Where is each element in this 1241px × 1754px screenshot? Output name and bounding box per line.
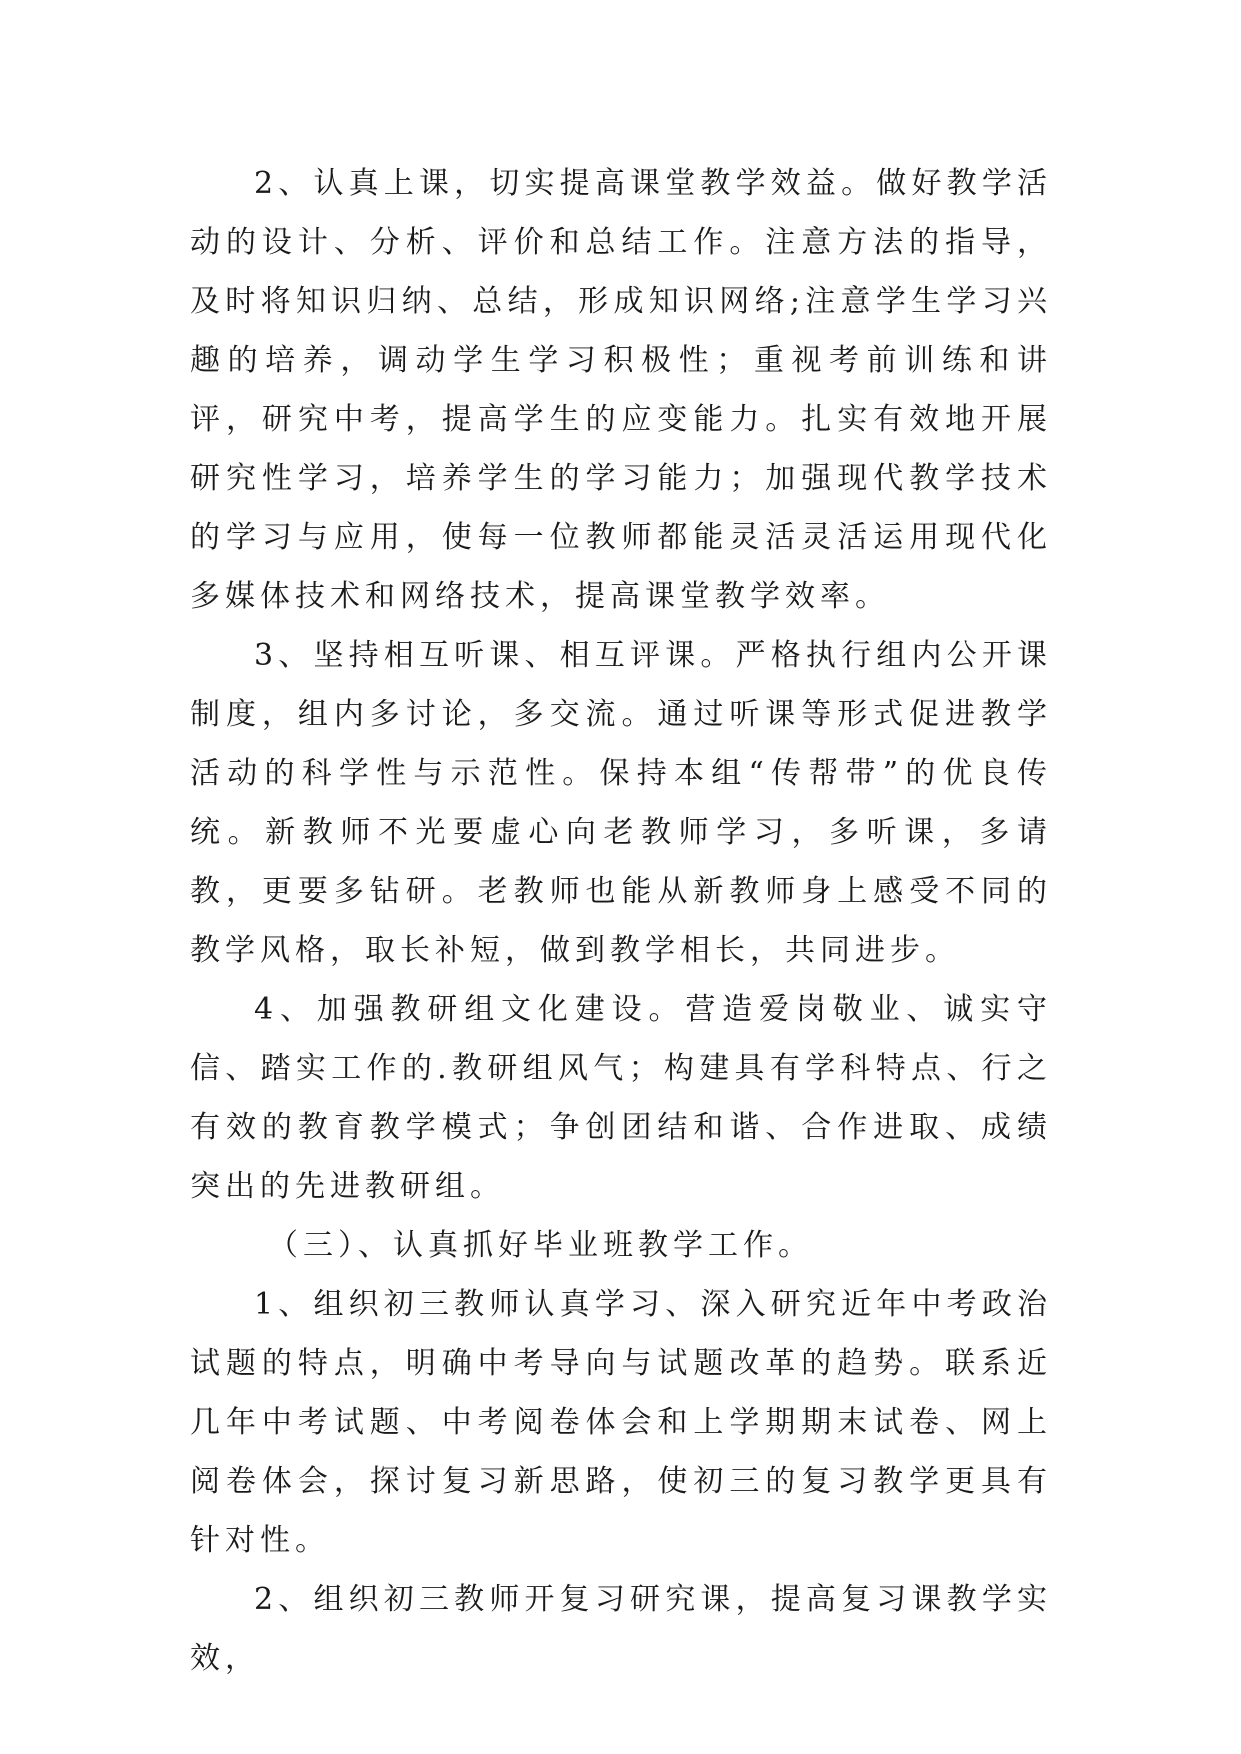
paragraph-item-1-exam-research: 1、组织初三教师认真学习、深入研究近年中考政治试题的特点，明确中考导向与试题改革的趋势。联系近几年中考试题、中考阅卷体会和上学期期末试卷、网上阅卷体会，探讨复习新思路，使初三的复习教学更具有针对性。 xyxy=(190,1287,1052,1558)
paragraph-item-3-peer-review: 3、坚持相互听课、相互评课。严格执行组内公开课制度，组内多讨论，多交流。通过听课等形式促进教学活动的科学性与示范性。保持本组“传帮带”的优良传统。新教师不光要虚心向老教师学习，多听课，多请教，更要多钻研。老教师也能从新教师身上感受不同的教学风格，取长补短，做到教学相长，共同进步。 xyxy=(190,638,1052,968)
section-heading-graduating-class: （三）、认真抓好毕业班教学工作。 xyxy=(268,1228,813,1263)
paragraph-item-2-review-lessons: 2、组织初三教师开复习研究课，提高复习课教学实效， xyxy=(190,1582,1052,1676)
paragraph-item-2-class-teaching: 2、认真上课，切实提高课堂教学效益。做好教学活动的设计、分析、评价和总结工作。注意方法的指导，及时将知识归纳、总结，形成知识网络;注意学生学习兴趣的培养，调动学生学习积极性；重视考前训练和讲评，研究中考，提高学生的应变能力。扎实有效地开展研究性学习，培养学生的学习能力；加强现代教学技术的学习与应用，使每一位教师都能灵活灵活运用现代化多媒体技术和网络技术，提高课堂教学效率。 xyxy=(190,166,1052,614)
paragraph-item-4-culture-building: 4、加强教研组文化建设。营造爱岗敬业、诚实守信、踏实工作的.教研组风气；构建具有学科特点、行之有效的教育教学模式；争创团结和谐、合作进取、成绩突出的先进教研组。 xyxy=(190,992,1052,1204)
document-body xyxy=(190,154,1052,1688)
